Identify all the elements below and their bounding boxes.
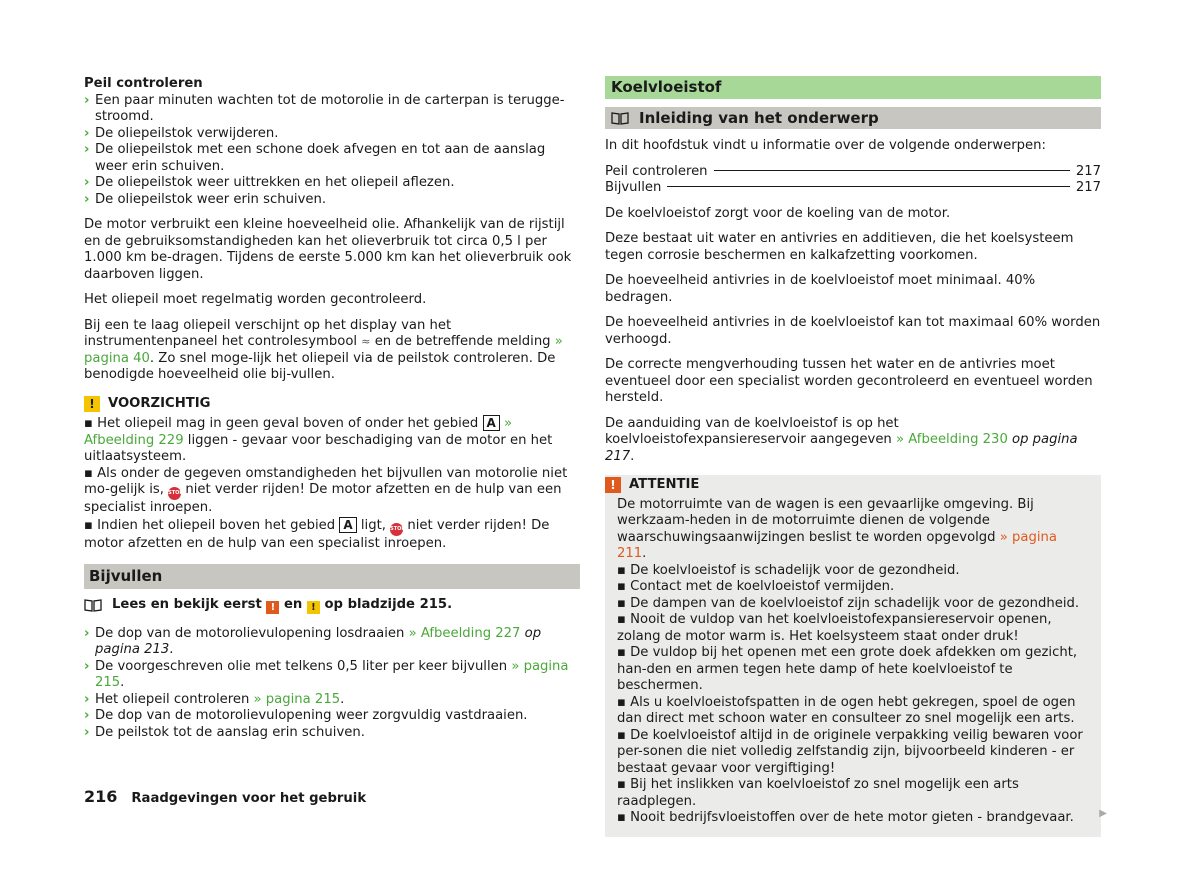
caution-item-3: ▪ Indien het oliepeil boven het gebied A ligt, STOP niet verder rijden! De motor afzetten en de hulp van een specialist inroepen. [84,517,550,551]
step-link[interactable]: » Afbeelding 227 [408,625,521,641]
page-211-link[interactable]: » pagina 211 [617,529,1057,561]
fill-step: › De dop van de motorolievulopening weer zorgvuldig vastdraaien. [84,708,528,723]
caution-heading [84,396,580,413]
book-icon [611,112,629,124]
page-footer [84,787,366,806]
caution-item-1: ▪ Het oliepeil mag in geen geval boven of onder het gebied A » Afbeelding 229 liggen - gevaar voor beschadiging van de motor en het uitlaatsysteem. [84,416,553,464]
warning-icon: ! [84,396,100,412]
toc-row[interactable] [605,180,1101,197]
bijvullen-section-title: Bijvullen [84,564,580,589]
low-oil-paragraph: Bij een te laag oliepeil verschijnt op het display van het instrumentenpaneel het controlesymbool ≈ en de betreffende melding » pagina 40. Zo snel moge-lijk het oliepeil via de peilstok controleren. De benodigde hoeveelheid olie bij-vullen. [84,317,563,382]
read-first-line: Lees en bekijk eerst ! en ! op bladzijde 215. [84,597,580,614]
book-icon [84,599,102,611]
step-arrow-icon: › [84,175,90,190]
check-step: › De oliepeilstok verwijderen. [84,125,279,141]
page-number: 216 [84,787,118,806]
check-regularly-paragraph: Het oliepeil moet regelmatig worden gecontroleerd. [84,292,427,307]
attention-item: ▪ De koelvloeistof altijd in de originele verpakking veilig bewaren voor per-sonen die niet volledig zelfstandig zijn, bijvoorbeeld kinderen - er bestaat gevaar voor vergiftiging! [617,727,1083,776]
attention-heading [605,477,1089,494]
attention-items [617,563,1089,827]
step-arrow-icon: › [84,125,90,141]
fill-step: › Het oliepeil controleren » pagina 215. [84,691,345,707]
check-step: › De oliepeilstok met een schone doek afvegen en tot aan de aanslag weer erin schuiven. [84,142,546,174]
attention-item: ▪ Nooit de vuldop van het koelvloeistofexpansiereservoir openen, zolang de motor warm is. Het koelsysteem staat onder druk! [617,612,1052,644]
figure-230-link[interactable]: » Afbeelding 230 [896,432,1008,447]
continue-arrow-icon: ▶ [1099,808,1107,819]
step-arrow-icon: › [84,691,90,707]
step-arrow-icon: › [84,658,90,674]
paragraph-4: De hoeveelheid antivries in de koelvloeistof kan tot maximaal 60% worden verhoogd. [605,315,1101,347]
toc-label: Bijvullen [605,180,662,195]
attention-intro: De motorruimte van de wagen is een gevaarlijke omgeving. Bij werkzaam-heden in de motorruimte dienen de volgende waarschuwingsaanwijzingen beslist te worden opgevolgd » pagina 211. [617,496,1057,561]
check-steps [84,93,580,209]
step-arrow-icon: › [84,708,90,723]
step-arrow-icon: › [84,625,90,641]
toc-page: 217 [1075,180,1101,195]
section-title: Koelvloeistof [605,76,1101,99]
caution-item-2: ▪ Als onder de gegeven omstandigheden het bijvullen van motorolie niet mo-gelijk is, STOP niet verder rijden! De motor afzetten en de hulp van een specialist inroepen. [84,465,568,515]
intro-paragraph: In dit hoofdstuk vindt u informatie over de volgende onderwerpen: [605,138,1046,153]
paragraph-1: De koelvloeistof zorgt voor de koeling van de motor. [605,205,951,221]
figure-229-link[interactable]: » Afbeelding 229 [84,416,513,448]
attention-item: ▪ De vuldop bij het openen met een grote doek afdekken om gezicht, han-den en armen tegen hete damp of hete koelvloeistof te beschermen. [617,645,1078,693]
attention-item: ▪ Contact met de koelvloeistof vermijden. [617,579,895,594]
check-step: › De oliepeilstok weer erin schuiven. [84,191,327,207]
fill-steps [84,626,580,742]
toc-leader [667,186,1069,187]
stop-icon: STOP [168,487,181,500]
oil-consumption-paragraph: De motor verbruikt een kleine hoeveelheid olie. Afhankelijk van de rijstijl en de gebruiksomstandigheden kan het olieverbruik tot circa 0,5 l per 1.000 km be-dragen. Tijdens de eerste 5.000 km kan het olieverbruik ook daarboven liggen. [84,217,572,282]
caution-icon: ! [307,601,320,614]
chapter-title: Raadgevingen voor het gebruik [131,791,367,806]
check-heading: Peil controleren [84,76,203,91]
attention-item: ▪ Nooit bedrijfsvloeistoffen over de hete motor gieten - brandgevaar. [617,810,1074,825]
area-a-marker: A [483,415,500,431]
toc-label: Peil controleren [605,163,708,179]
area-a-marker: A [339,517,356,533]
subsection-title: Inleiding van het onderwerp [605,107,1101,130]
paragraph-6: De aanduiding van de koelvloeistof is op het koelvloeistofexpansiereservoir aangegeven » Afbeelding 230 op pagina 217. [605,415,1078,464]
left-column [84,76,580,741]
attention-item: ▪ Als u koelvloeistofspatten in de ogen hebt gekregen, spoel de ogen dan direct met schoon water en consulteer zo snel mogelijk een arts. [617,694,1076,726]
oil-can-icon: ≈ [361,335,371,348]
fill-step: › De dop van de motorolievulopening losdraaien » Afbeelding 227 op pagina 213. [84,625,542,657]
step-arrow-icon: › [84,92,90,108]
toc-row[interactable] [605,164,1101,181]
attention-title: ATTENTIE [629,477,700,492]
attention-item: ▪ De dampen van de koelvloeistof zijn schadelijk voor de gezondheid. [617,595,1080,611]
paragraph-5: De correcte mengverhouding tussen het water en de antivries moet eventueel door een specialist worden gecontroleerd en eventueel worden hersteld. [605,357,1093,405]
attention-item: ▪ De koelvloeistof is schadelijk voor de gezondheid. [617,562,960,578]
attention-box [605,475,1107,837]
step-link[interactable]: » pagina 215 [253,691,341,707]
check-step: › Een paar minuten wachten tot de motorolie in de carterpan is terugge-stroomd. [84,92,565,124]
check-step: › De oliepeilstok weer uittrekken en het oliepeil aflezen. [84,175,455,190]
warning-icon: ! [605,477,621,493]
topic-toc [605,164,1101,197]
warning-icon: ! [266,601,279,614]
attention-item: ▪ Bij het inslikken van koelvloeistof zo snel mogelijk een arts raadplegen. [617,777,1019,809]
right-column [605,76,1107,837]
fill-step: › De peilstok tot de aanslag erin schuiven. [84,724,365,740]
caution-title: VOORZICHTIG [108,395,211,411]
step-arrow-icon: › [84,191,90,207]
stop-icon: STOP [390,523,403,536]
paragraph-2: Deze bestaat uit water en antivries en additieven, die het koelsysteem tegen corrosie beschermen en kalkafzetting voorkomen. [605,231,1074,263]
step-arrow-icon: › [84,142,90,157]
step-link[interactable]: » pagina 215 [95,658,569,690]
toc-page: 217 [1075,163,1101,179]
step-arrow-icon: › [84,724,90,740]
paragraph-3: De hoeveelheid antivries in de koelvloeistof moet minimaal. 40% bedragen. [605,273,1036,305]
toc-leader [714,170,1070,171]
fill-step: › De voorgeschreven olie met telkens 0,5 liter per keer bijvullen » pagina 215. [84,658,569,690]
page-40-link[interactable]: » pagina 40 [84,334,563,366]
